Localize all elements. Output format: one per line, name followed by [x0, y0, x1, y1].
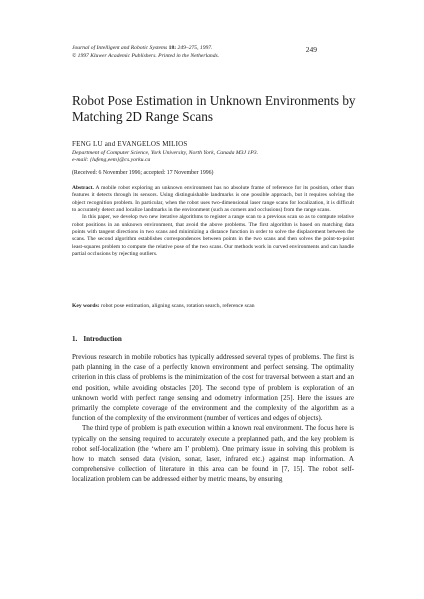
journal-volume: 18:: [168, 45, 177, 51]
authors: FENG LU and EVANGELOS MILIOS: [72, 140, 188, 148]
body-paragraph-2: The third type of problem is path execution within a known real environment. The focus here is typically on the sensing required to accurately execute a preplanned path, and the key problem is robot self-localization (the ‘where am I’ problem). One primary issue in solving this problem is how to match sensed data (vision, sonar, laser, infrared etc.) against map information. A comprehensive collection of literature in this area can be found in [7, 15]. The robot self-localization problem can be addressed either by metric means, by ensuring: [72, 424, 354, 484]
keywords-label: Key words:: [72, 303, 100, 309]
journal-header: [72, 45, 322, 60]
abstract-text-1: A mobile robot exploring an unknown environment has no absolute frame of reference for its position, other than features it detects through its sensors. Using distinguishable landmarks is one possible approach, but it requires solving the object recognition problem. In particular, when the robot uses two-dimensional laser range scans for localization, it is difficult to accurately detect and localize landmarks in the environment (such as corners and occlusions) from the range scans.: [72, 185, 354, 214]
body-paragraph-1: Previous research in mobile robotics has typically addressed several types of problems. The first is path planning in the case of a perfectly known environment and perfect sensing. The optimality criterion in this class of problems is the minimization of the cost for traversal between a start and an end position, while avoiding obstacles [20]. The second type of problem is exploration of an unknown world with perfect range sensing and odometry information [25]. Here the issues are primarily the complete coverage of the environment and the complexity of the algorithm as a function of the complexity of the environment (number of vertices and edges of objects).: [72, 353, 354, 423]
section-title: Introduction: [83, 335, 122, 343]
page-number: 249: [305, 45, 317, 54]
abstract: [72, 185, 354, 258]
received-dates: (Received: 6 November 1996; accepted: 17 November 1996): [72, 170, 214, 176]
journal-line-2: © 1997 Kluwer Academic Publishers. Printed in the Netherlands.: [72, 52, 220, 59]
author-email: e-mail: {lufeng,eem}@cs.yorku.ca: [72, 157, 151, 164]
section-heading: [72, 335, 122, 343]
affiliation: Department of Computer Science, York University, North York, Canada M3J 1P3.: [72, 150, 258, 156]
paper-title: Robot Pose Estimation in Unknown Environments by Matching 2D Range Scans: [72, 93, 356, 124]
keywords: [72, 303, 354, 309]
introduction-body: [72, 352, 354, 485]
section-number: 1.: [72, 335, 78, 343]
affiliation-block: [72, 150, 362, 165]
abstract-paragraph-2: In this paper, we develop two new iterative algorithms to register a range scan to a previous scan so as to compute relative robot positions in an unknown environment, that avoid the above problems. The first algorithm is based on matching data points with tangent directions in two scans and minimizing a distance function in order to solve the displacement between the scans. The second algorithm establishes correspondences between points in the two scans and then solves the point-to-point least-squares problem to compute the relative pose of the two scans. Our methods work in curved environments and can handle partial occlusions by rejecting outliers.: [72, 214, 354, 258]
keywords-text: robot pose estimation, aligning scans, rotation search, reference scan: [100, 303, 255, 309]
journal-name: Journal of Intelligent and Robotic Systems: [72, 45, 168, 51]
journal-pages: 249–275, 1997.: [177, 45, 213, 51]
journal-line-1: [72, 45, 322, 53]
abstract-paragraph-1: [72, 185, 354, 214]
abstract-label: Abstract.: [72, 185, 94, 191]
